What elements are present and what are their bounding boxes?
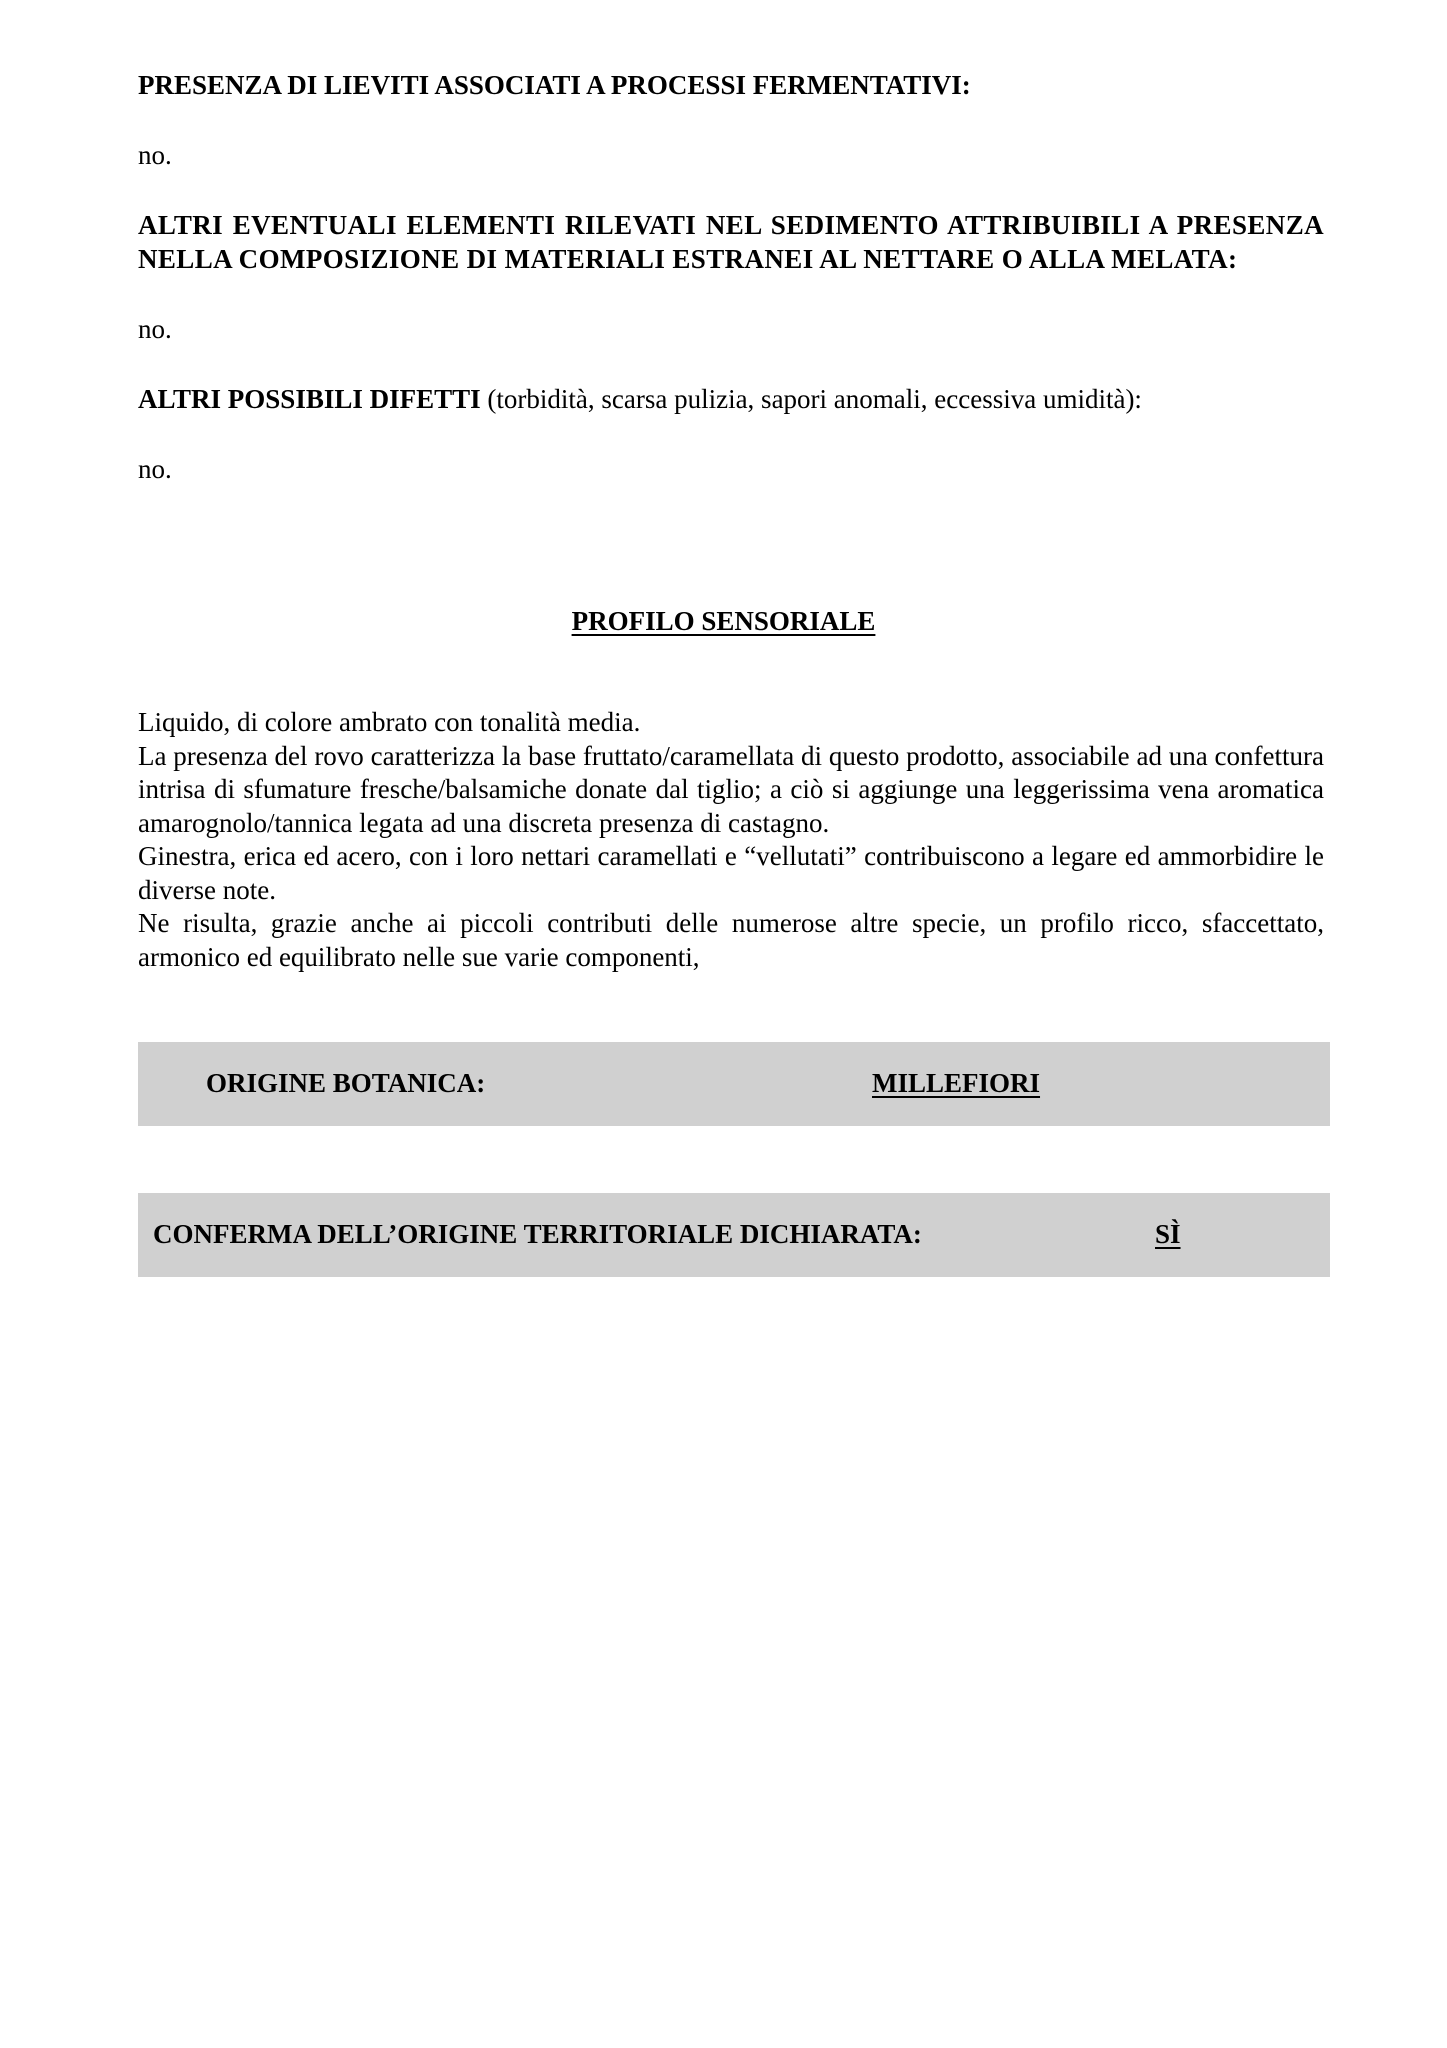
- defects-section: [138, 382, 1324, 486]
- defects-heading: [138, 382, 1324, 416]
- foreign-materials-answer: no.: [138, 314, 172, 344]
- analysis-sections: [138, 68, 1324, 486]
- botanical-origin-box: [138, 1042, 1330, 1126]
- botanical-origin-value: MILLEFIORI: [872, 1068, 1041, 1098]
- description-paragraph: Ne risulta, grazie anche ai piccoli contributi delle numerose altre specie, un profilo ricco, sfaccettato, armonico ed equilibrato nelle sue varie componenti,: [138, 908, 1324, 972]
- botanical-origin-label: ORIGINE BOTANICA:: [206, 1068, 486, 1098]
- defects-answer: no.: [138, 454, 172, 484]
- foreign-materials-heading: ALTRI EVENTUALI ELEMENTI RILEVATI NEL SEDIMENTO ATTRIBUIBILI A PRESENZA NELLA COMPOSIZIONE DI MATERIALI ESTRANEI AL NETTARE O ALLA MELATA:: [138, 210, 1324, 274]
- territorial-origin-box: [138, 1193, 1330, 1277]
- foreign-materials-section: [138, 208, 1324, 346]
- defects-heading-detail: (torbidità, scarsa pulizia, sapori anomali, eccessiva umidità):: [480, 384, 1142, 414]
- sensory-profile-title: [0, 606, 1447, 637]
- defects-heading-bold: ALTRI POSSIBILI DIFETTI: [138, 384, 481, 414]
- description-paragraph: Ginestra, erica ed acero, con i loro nettari caramellati e “vellutati” contribuiscono a legare ed ammorbidire le diverse note.: [138, 841, 1324, 905]
- territorial-origin-value: SÌ: [1155, 1219, 1181, 1249]
- sensory-profile-title-text: PROFILO SENSORIALE: [571, 606, 876, 636]
- description-paragraph: Liquido, di colore ambrato con tonalità media.: [138, 707, 641, 737]
- yeast-answer: no.: [138, 140, 172, 170]
- yeast-heading: PRESENZA DI LIEVITI ASSOCIATI A PROCESSI FERMENTATIVI:: [138, 70, 971, 100]
- sensory-profile-description: [138, 706, 1324, 974]
- description-paragraph: La presenza del rovo caratterizza la base fruttato/caramellata di questo prodotto, associabile ad una confettura intrisa di sfumature fresche/balsamiche donate dal tiglio; a ciò si aggiunge una leggerissima vena aromatica amarognolo/tannica legata ad una discreta presenza di castagno.: [138, 740, 1324, 838]
- territorial-origin-label: CONFERMA DELL’ORIGINE TERRITORIALE DICHIARATA:: [153, 1219, 922, 1249]
